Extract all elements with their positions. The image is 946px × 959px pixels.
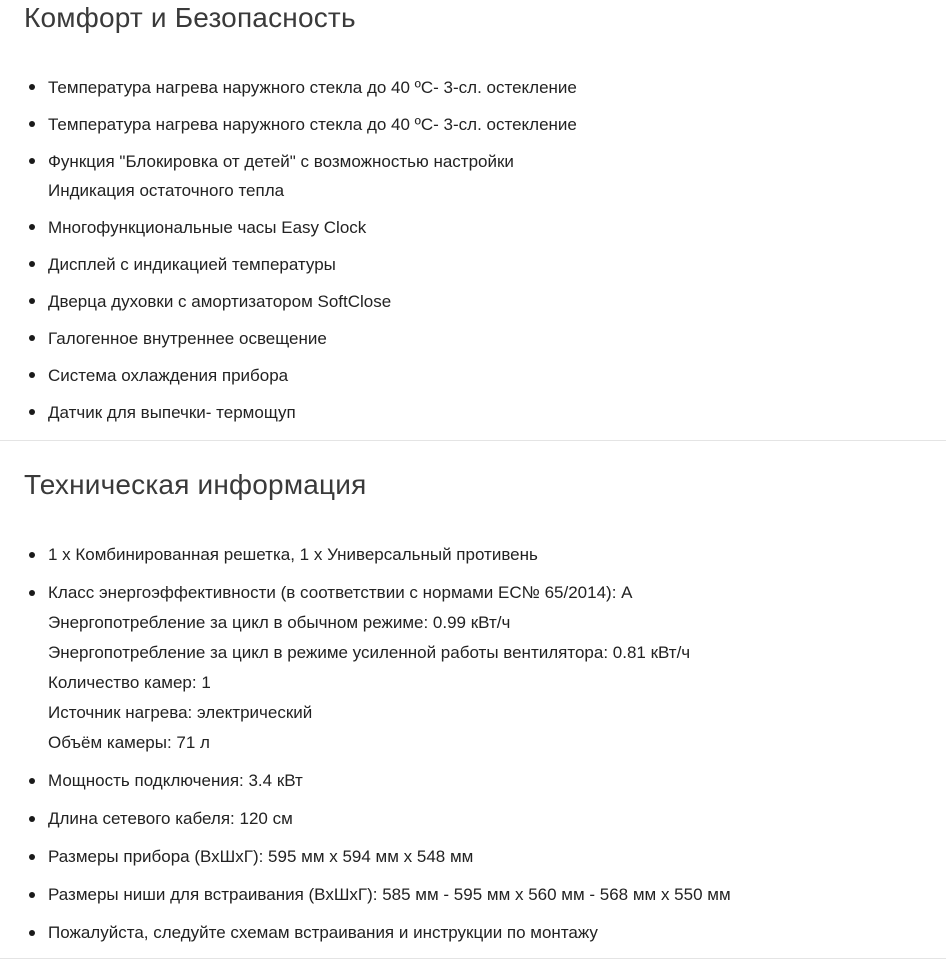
section-technical-info (0, 468, 946, 948)
list-item-text: Количество камер: 1 (48, 673, 211, 692)
list-item-text: Галогенное внутреннее освещение (48, 329, 327, 348)
list-item-text: Энергопотребление за цикл в обычном режиме: 0.99 кВт/ч (48, 613, 511, 632)
list-item-text: Класс энергоэффективности (в соответствии с нормами EC№ 65/2014): A (48, 583, 633, 602)
list-item-text: Размеры ниши для встраивания (ВхШхГ): 585 мм - 595 мм x 560 мм - 568 мм x 550 мм (48, 885, 731, 904)
bullet-icon (29, 335, 35, 341)
bullet-icon (29, 224, 35, 230)
bullet-icon (29, 552, 35, 558)
bullet-icon (29, 892, 35, 898)
list-item-text: Дверца духовки с амортизатором SoftClose (48, 292, 392, 311)
bullet-icon (29, 121, 35, 127)
bullet-icon (29, 298, 35, 304)
list-item-text: Температура нагрева наружного стекла до 40 ºC- 3-сл. остекление (48, 115, 577, 134)
list-item (24, 287, 922, 316)
section-comfort-safety (0, 0, 946, 427)
list-item-text: Функция "Блокировка от детей" с возможностью настройки (48, 152, 514, 171)
bullet-icon (29, 590, 35, 596)
list-item (24, 918, 922, 948)
list-item-text: Источник нагрева: электрический (48, 703, 313, 722)
section-divider (0, 440, 946, 441)
bullet-icon (29, 84, 35, 90)
list-item-text: Длина сетевого кабеля: 120 см (48, 809, 293, 828)
list-item-text: 1 x Комбинированная решетка, 1 x Универсальный противень (48, 545, 538, 564)
bullet-icon (29, 816, 35, 822)
list-item-text: Температура нагрева наружного стекла до 40 ºC- 3-сл. остекление (48, 78, 577, 97)
list-item (24, 578, 922, 758)
list-item (24, 324, 922, 353)
list-item-text: Система охлаждения прибора (48, 366, 289, 385)
list-item-text: Многофункциональные часы Easy Clock (48, 218, 367, 237)
bullet-icon (29, 409, 35, 415)
bullet-icon (29, 158, 35, 164)
list-item (24, 110, 922, 139)
bullet-icon (29, 372, 35, 378)
list-item-text: Датчик для выпечки- термощуп (48, 403, 296, 422)
list-item (24, 398, 922, 427)
list-item-text: Дисплей с индикацией температуры (48, 255, 336, 274)
list-item-text: Пожалуйста, следуйте схемам встраивания и инструкции по монтажу (48, 923, 598, 942)
list-item-text: Энергопотребление за цикл в режиме усиленной работы вентилятора: 0.81 кВт/ч (48, 643, 691, 662)
list-item (24, 250, 922, 279)
list-item (24, 842, 922, 872)
bullet-icon (29, 778, 35, 784)
list-item (24, 540, 922, 570)
bullet-icon (29, 854, 35, 860)
bullet-icon (29, 930, 35, 936)
list-item (24, 361, 922, 390)
list-item (24, 213, 922, 242)
list-item (24, 880, 922, 910)
technical-info-list (24, 540, 922, 948)
list-item-text: Мощность подключения: 3.4 кВт (48, 771, 303, 790)
bullet-icon (29, 261, 35, 267)
list-item (24, 804, 922, 834)
list-item (24, 73, 922, 102)
comfort-safety-list (24, 73, 922, 427)
list-item (24, 766, 922, 796)
list-item-text: Индикация остаточного тепла (48, 181, 285, 200)
list-item-text: Объём камеры: 71 л (48, 733, 210, 752)
technical-info-title: Техническая информация (24, 469, 367, 500)
list-item-text: Размеры прибора (ВхШхГ): 595 мм x 594 мм x 548 мм (48, 847, 474, 866)
list-item (24, 147, 922, 205)
comfort-safety-title: Комфорт и Безопасность (24, 2, 356, 33)
